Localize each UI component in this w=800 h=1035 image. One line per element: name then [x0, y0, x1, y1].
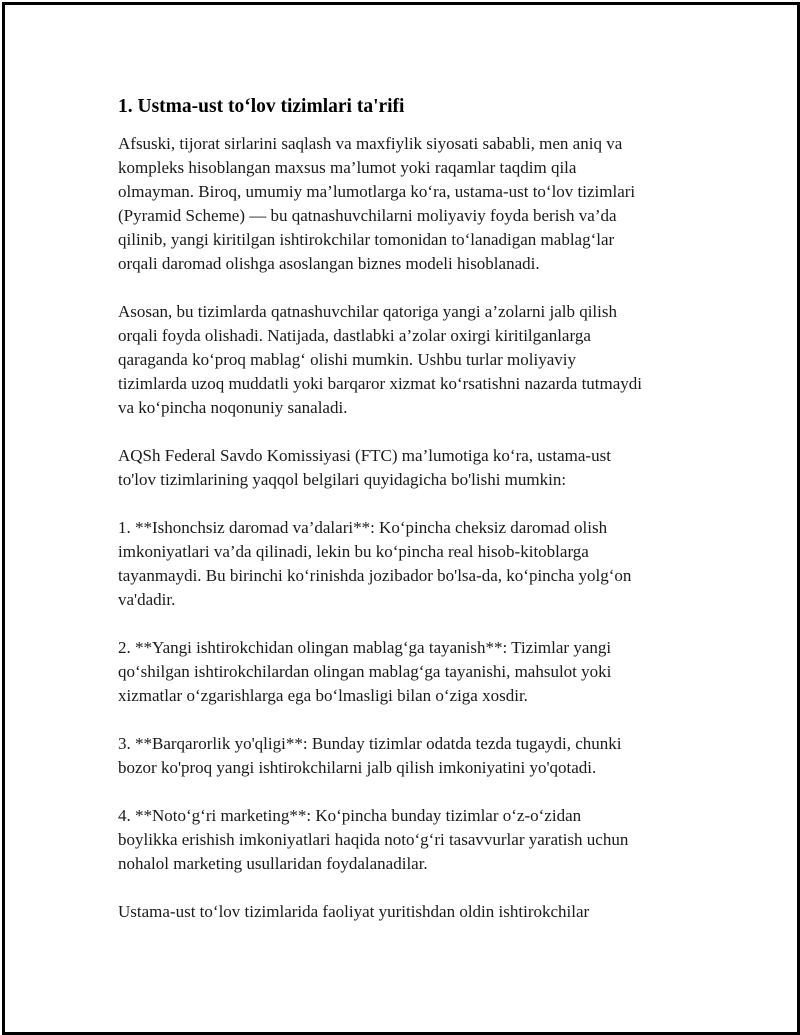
- list-item-2: 2. **Yangi ishtirokchidan olingan mablag‘ga tayanish**: Tizimlar yangi qo‘shilgan ishtirokchilardan olingan mablag‘ga tayanishi, mahsulot yoki xizmatlar o‘zgarishlarga ega bo‘lmasligi bilan o‘ziga xosdir.: [118, 638, 612, 705]
- paragraph-mechanism: Asosan, bu tizimlarda qatnashuvchilar qatoriga yangi a’zolarni jalb qilish orqali foyda olishadi. Natijada, dastlabki a’zolar oxirgi kiritilganlarga qaraganda ko‘proq mablag‘ olishi mumkin. Ushbu turlar moliyaviy tizimlarda uzoq muddatli yoki barqaror xizmat ko‘rsatishni nazarda tutmaydi va ko‘pincha noqonuniy sanaladi.: [118, 302, 643, 417]
- paragraph-ftc: AQSh Federal Savdo Komissiyasi (FTC) ma’lumotiga ko‘ra, ustama-ust to'lov tizimlarining yaqqol belgilari quyidagicha bo'lishi mumkin:: [118, 446, 611, 489]
- document-body: [118, 95, 698, 948]
- list-item-1: 1. **Ishonchsiz daromad va’dalari**: Ko‘pincha cheksiz daromad olish imkoniyatlari va’da qilinadi, lekin bu ko‘pincha real hisob-kitoblarga tayanmaydi. Bu birinchi ko‘rinishda jozibador bo'lsa-da, ko‘pincha yolg‘on va'dadir.: [118, 518, 632, 609]
- list-item-3: 3. **Barqarorlik yo'qligi**: Bunday tizimlar odatda tezda tugaydi, chunki bozor ko'proq yangi ishtirokchilarni jalb qilish imkoniyatini yo'qotadi.: [118, 734, 622, 777]
- paragraph-intro: Afsuski, tijorat sirlarini saqlash va maxfiylik siyosati sababli, men aniq va kompleks hisoblangan maxsus ma’lumot yoki raqamlar taqdim qila olmayman. Biroq, umumiy ma’lumotlarga ko‘ra, ustama-ust to‘lov tizimlari (Pyramid Scheme) — bu qatnashuvchilarni moliyaviy foyda berish va’da qilinib, yangi kiritilgan ishtirokchilar tomonidan to‘lanadigan mablag‘lar orqali daromad olishga asoslangan biznes modeli hisoblanadi.: [118, 134, 636, 273]
- paragraph-closing: Ustama-ust to‘lov tizimlarida faoliyat yuritishdan oldin ishtirokchilar: [118, 902, 590, 921]
- list-item-4: 4. **Noto‘g‘ri marketing**: Ko‘pincha bunday tizimlar o‘z-o‘zidan boylikka erishish imkoniyatlari haqida noto‘g‘ri tasavvurlar yaratish uchun nohalol marketing usullaridan foydalanadilar.: [118, 806, 629, 873]
- document-title: 1. Ustma-ust to‘lov tizimlari ta'rifi: [118, 96, 405, 117]
